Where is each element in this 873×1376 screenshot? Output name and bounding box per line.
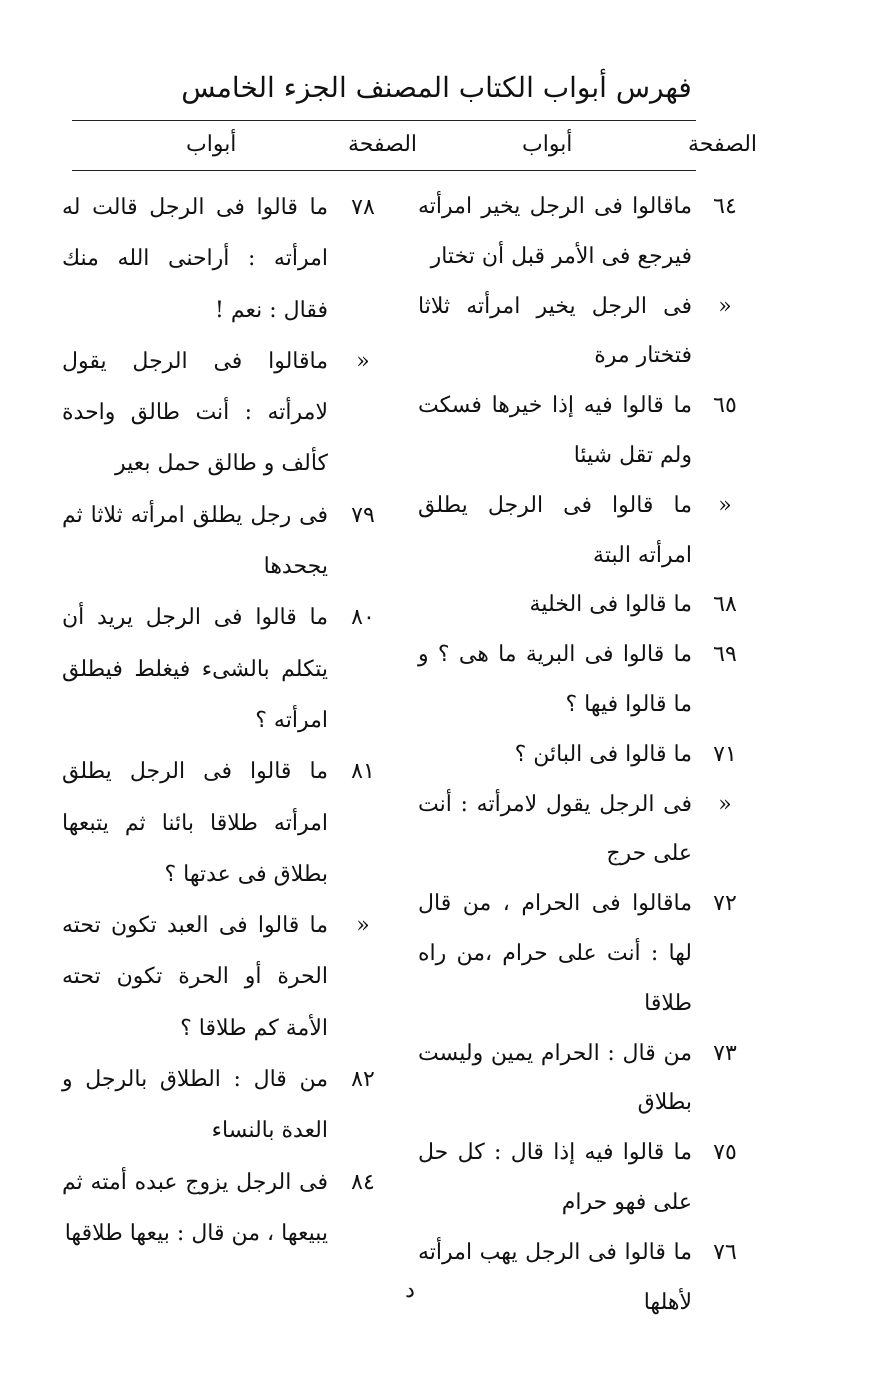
- entry-page-number: ٧٢: [713, 891, 737, 917]
- entry-page-number: ٦٩: [713, 642, 737, 668]
- entry-page-number: ٦٤: [713, 194, 737, 219]
- toc-entry: [418, 282, 758, 382]
- entry-page-number: ٧٣: [713, 1040, 737, 1066]
- entry-page-number: ٧٥: [713, 1140, 737, 1166]
- header-right-page: الصفحة: [688, 132, 758, 157]
- entry-title: ماقالوا فى الرجل يخير امرأته فيرجع فى الأمر قبل أن تختار: [418, 194, 692, 269]
- toc-entry: [418, 182, 758, 282]
- entry-page-number: ٦٨: [713, 592, 737, 618]
- toc-entry: [62, 1054, 398, 1157]
- header-bottom-rule: [72, 170, 696, 171]
- toc-entry: [418, 630, 758, 730]
- toc-entry: [62, 1157, 398, 1260]
- toc-entry: [418, 580, 758, 630]
- toc-entry: [418, 1228, 758, 1328]
- toc-entry: [418, 1029, 758, 1129]
- entry-page-number: ٨٤: [351, 1169, 375, 1195]
- toc-entry: [418, 381, 758, 481]
- entry-title: من قال : الطلاق بالرجل و العدة بالنساء: [62, 1067, 328, 1144]
- entry-title: ما قالوا فى الرجل يطلق امرأته طلاقا بائنا ثم يتبعها بطلاق فى عدتها ؟: [62, 759, 328, 887]
- entry-title: ما قالوا فى العبد تكون تحته الحرة أو الحرة تكون تحته الأمة كم طلاقا ؟: [62, 913, 328, 1041]
- entry-title: ما قالوا فى الرجل يريد أن يتكلم بالشىء فيغلط فيطلق امرأته ؟: [62, 605, 328, 733]
- entry-page-number: «: [718, 293, 732, 319]
- toc-entry: [418, 730, 758, 780]
- entry-title: ما قالوا فى الرجل يطلق امرأته البتة: [418, 492, 692, 568]
- page-title: فهرس أبواب الكتاب المصنف الجزء الخامس: [181, 71, 692, 104]
- entry-page-number: «: [718, 791, 732, 817]
- entry-page-number: ٦٥: [713, 393, 737, 419]
- toc-entry: [418, 481, 758, 581]
- entry-page-number: «: [356, 348, 370, 374]
- entry-title: من قال : الحرام يمين وليست بطلاق: [418, 1040, 692, 1116]
- toc-entry: [418, 780, 758, 880]
- entry-page-number: ٨٠: [351, 605, 375, 631]
- header-left-chapters: أبواب: [186, 132, 237, 157]
- entry-page-number: ٧٦: [713, 1239, 737, 1265]
- entry-title: فى رجل يطلق امرأته ثلاثا ثم يجحدها: [62, 502, 328, 580]
- entry-page-number: ٧٩: [351, 502, 375, 528]
- entry-title: ما قالوا فيه إذا قال : كل حل على فهو حرام: [418, 1140, 692, 1215]
- entry-title: ماقالوا فى الرجل يقول لامرأته : أنت طالق واحدة كألف و طالق حمل بعير: [62, 348, 328, 477]
- left-column: [62, 182, 398, 1259]
- entry-page-number: «: [356, 913, 370, 939]
- entry-title: ما قالوا فى الرجل قالت له امرأته : أراحنى الله منك فقال : نعم !: [62, 195, 328, 323]
- toc-entry: [62, 182, 398, 336]
- toc-entry: [418, 879, 758, 1028]
- entry-page-number: ٨٢: [351, 1067, 375, 1093]
- toc-entry: [62, 746, 398, 900]
- toc-entry: [62, 336, 398, 490]
- entry-page-number: «: [718, 492, 732, 518]
- entry-title: ما قالوا فى البائن ؟: [514, 741, 692, 767]
- entry-title: ما قالوا فيه إذا خيرها فسكت ولم تقل شيئا: [418, 393, 692, 468]
- entry-title: فى الرجل يزوج عبده أمته ثم يبيعها ، من قال : بيعها طلاقها: [62, 1169, 328, 1246]
- header-top-rule: [72, 120, 696, 121]
- toc-entry: [62, 900, 398, 1054]
- page-folio: د: [405, 1278, 415, 1303]
- entry-page-number: ٧١: [713, 741, 737, 767]
- entry-title: فى الرجل يخير امرأته ثلاثا فتختار مرة: [418, 293, 692, 369]
- toc-entry: [62, 592, 398, 746]
- entry-title: ما قالوا فى البرية ما هى ؟ و ما قالوا فيها ؟: [418, 642, 692, 717]
- entry-title: ما قالوا فى الخلية: [529, 592, 692, 618]
- right-column: [418, 182, 758, 1327]
- entry-page-number: ٨١: [351, 759, 375, 785]
- entry-title: ماقالوا فى الحرام ، من قال لها : أنت على حرام ،من راه طلاقا: [418, 891, 692, 1016]
- entry-title: فى الرجل يقول لامرأته : أنت على حرج: [418, 791, 692, 867]
- toc-entry: [62, 490, 398, 593]
- entry-page-number: ٧٨: [351, 195, 375, 220]
- toc-entry: [418, 1128, 758, 1228]
- entry-title: ما قالوا فى الرجل يهب امرأته لأهلها: [418, 1239, 692, 1315]
- header-left-page: الصفحة: [348, 132, 418, 157]
- header-right-chapters: أبواب: [522, 132, 573, 157]
